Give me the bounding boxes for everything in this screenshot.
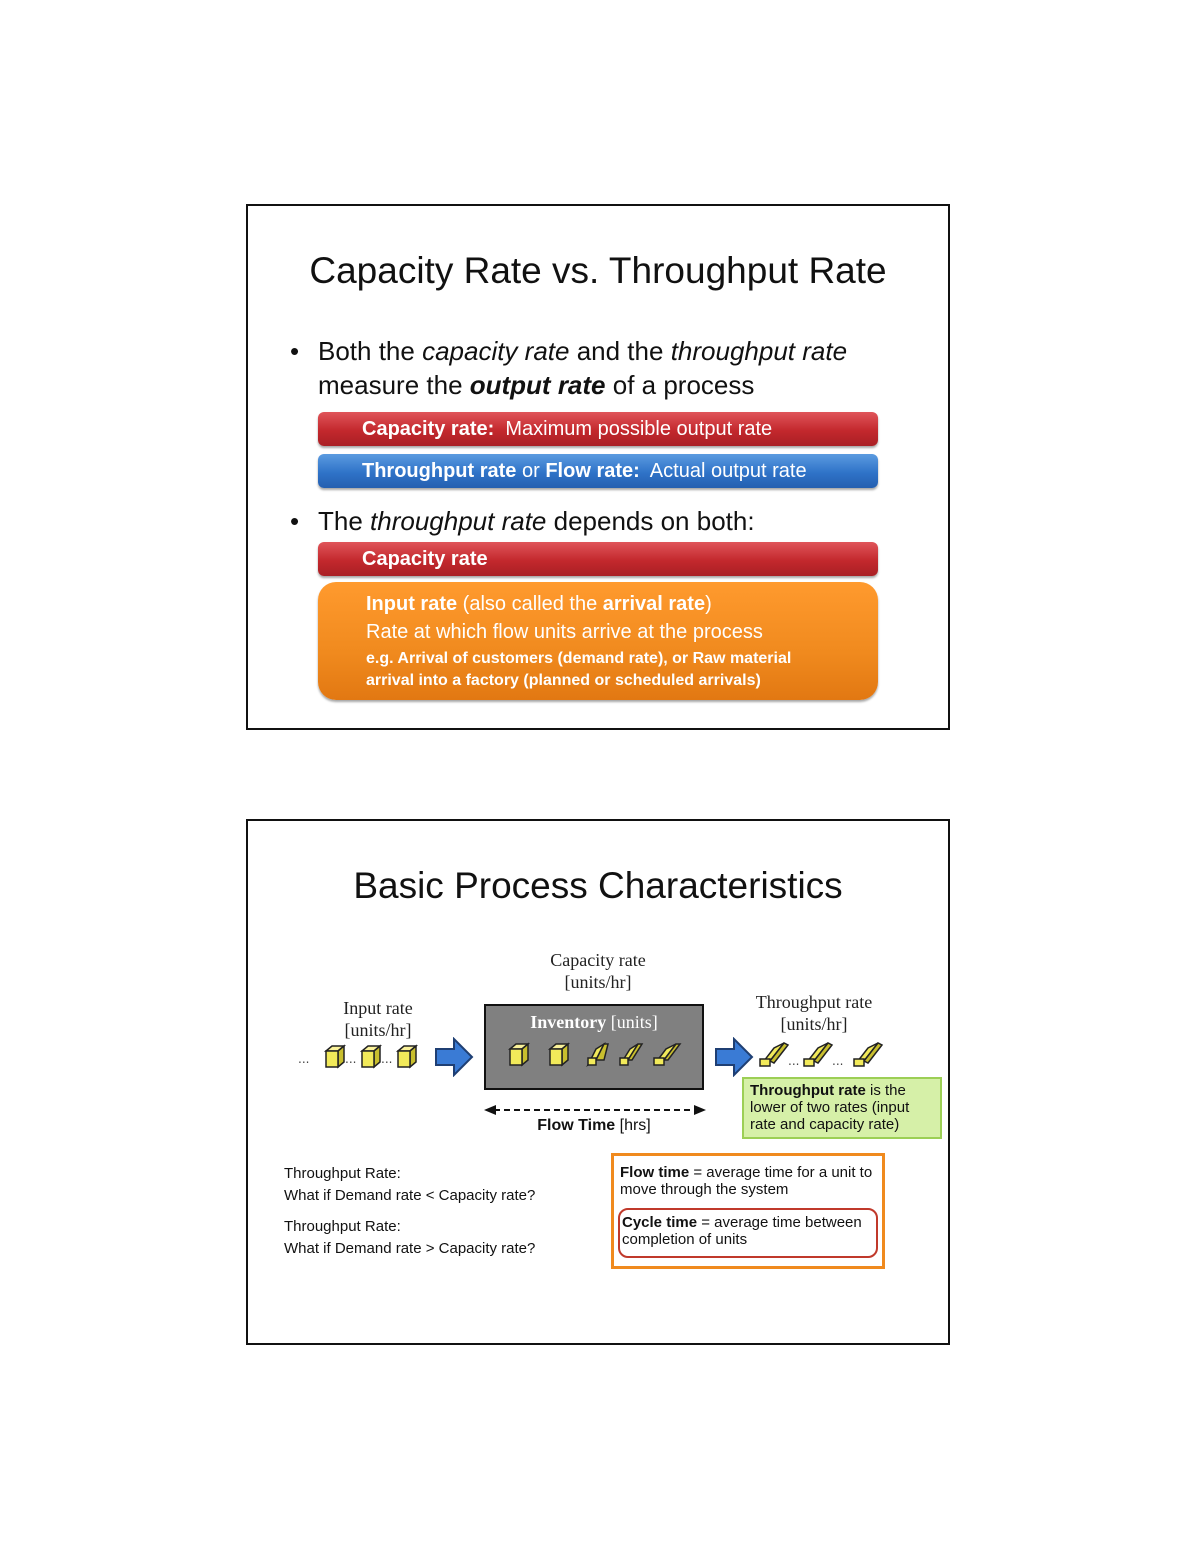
- flow-time-unit: [hrs]: [615, 1117, 651, 1134]
- bullet-output-rate: [290, 334, 890, 402]
- input-rate-unit: [units/hr]: [344, 1020, 412, 1040]
- partial-unit-icon: [620, 1044, 642, 1065]
- capacity-rate-text: Capacity rate: [550, 950, 646, 970]
- throughput-rate-term: throughput rate: [670, 336, 848, 366]
- cube-icon: [510, 1044, 528, 1065]
- flow-arrow-icon: [714, 1037, 754, 1077]
- finished-unit-icon: [804, 1043, 832, 1066]
- input-rate-label: [308, 997, 448, 1041]
- text: Both the: [318, 336, 423, 366]
- bullet-depends-on: [290, 504, 890, 538]
- capacity-rate-label: Capacity rate:: [362, 418, 495, 440]
- flow-time-text: Flow Time: [537, 1117, 616, 1134]
- cube-icon: [326, 1046, 344, 1067]
- inventory-box: [484, 1004, 704, 1090]
- question-demand-greater: [284, 1216, 535, 1260]
- throughput-rate-note: [742, 1077, 942, 1139]
- capacity-rate-label-2: Capacity rate: [362, 548, 488, 570]
- finished-unit-icon: [760, 1043, 788, 1066]
- input-rate-box: [318, 582, 878, 700]
- cycle-time-def-text: = average time between completion of units: [622, 1214, 862, 1248]
- throughput-rate-term: throughput rate: [370, 506, 547, 536]
- ellipsis: ...: [788, 1054, 800, 1068]
- question-text: What if Demand rate > Capacity rate?: [284, 1240, 536, 1257]
- arrival-rate-label: arrival rate: [602, 593, 706, 615]
- input-rate-text: Input rate: [343, 998, 413, 1018]
- finished-unit-icon: [854, 1043, 882, 1066]
- flow-rate-label: Flow rate:: [545, 460, 640, 482]
- partial-unit-icon: [654, 1044, 680, 1065]
- note-bold: Throughput rate: [750, 1082, 866, 1099]
- cycle-time-definition: [618, 1208, 878, 1258]
- slide2-title: Basic Process Characteristics: [353, 865, 843, 906]
- question-heading: Throughput Rate:: [284, 1218, 401, 1235]
- output-units-icon: [758, 1041, 888, 1071]
- flow-time-term: Flow time: [620, 1164, 690, 1181]
- throughput-rate-unit: [units/hr]: [780, 1014, 848, 1034]
- flow-time-definition: [620, 1164, 880, 1198]
- flow-time-def-text: = average time for a unit to move through the system: [620, 1164, 873, 1198]
- note-text: is the lower of two rates (input rate and capacity rate): [750, 1082, 910, 1133]
- input-rate-label: Input rate: [366, 593, 458, 615]
- flow-time-double-arrow-icon: [484, 1103, 706, 1117]
- throughput-rate-definition: Actual output rate: [639, 460, 807, 482]
- inventory-text: Inventory: [530, 1012, 607, 1032]
- definitions-box: [611, 1153, 885, 1269]
- ellipsis: ...: [298, 1052, 310, 1066]
- text: ): [705, 593, 712, 615]
- text: depends on both:: [546, 506, 755, 536]
- ellipsis: ...: [345, 1052, 357, 1066]
- or-text: or: [516, 460, 546, 482]
- partial-unit-icon: [588, 1044, 608, 1065]
- text: and the: [569, 336, 671, 366]
- input-rate-definition: Rate at which flow units arrive at the process: [366, 621, 763, 643]
- text: of a process: [605, 370, 755, 400]
- capacity-rate-term: capacity rate: [422, 336, 570, 366]
- throughput-rate-label: [734, 991, 894, 1035]
- throughput-rate-label: Throughput rate: [362, 460, 517, 482]
- capacity-rate-definition: Maximum possible output rate: [494, 418, 773, 440]
- capacity-rate-unit: [units/hr]: [564, 972, 632, 992]
- slide1-title: Capacity Rate vs. Throughput Rate: [309, 250, 887, 291]
- inventory-label: [486, 1012, 702, 1033]
- capacity-rate-bar: [318, 412, 878, 446]
- cube-icon: [550, 1044, 568, 1065]
- cube-icon: [362, 1046, 380, 1067]
- cycle-time-term: Cycle time: [622, 1214, 698, 1231]
- slide-basic-process-characteristics: [246, 819, 950, 1345]
- question-demand-less: [284, 1163, 535, 1207]
- input-rate-line: [366, 590, 878, 618]
- question-text: What if Demand rate < Capacity rate?: [284, 1187, 536, 1204]
- question-heading: Throughput Rate:: [284, 1165, 401, 1182]
- flow-time-label: [484, 1117, 704, 1135]
- ellipsis: ...: [381, 1052, 393, 1066]
- flow-arrow-icon: [434, 1037, 474, 1077]
- input-rate-example: e.g. Arrival of customers (demand rate), or Raw material arrival into a factory (planned or scheduled arrivals): [366, 650, 792, 689]
- throughput-rate-text: Throughput rate: [755, 992, 873, 1012]
- bullet-dot: •: [290, 336, 300, 366]
- ellipsis: ...: [832, 1054, 844, 1068]
- capacity-rate-bar-2: [318, 542, 878, 576]
- text: measure the: [318, 370, 470, 400]
- capacity-rate-label: [518, 949, 678, 993]
- input-cubes-icon: [298, 1043, 428, 1071]
- bullet-dot: •: [290, 506, 300, 536]
- slide-capacity-vs-throughput: [246, 204, 950, 730]
- text: (also called the: [457, 593, 603, 615]
- throughput-rate-bar: [318, 454, 878, 488]
- text: The: [318, 506, 371, 536]
- inventory-units-icon: [508, 1040, 688, 1070]
- cube-icon: [398, 1046, 416, 1067]
- inventory-unit: [units]: [606, 1012, 658, 1032]
- output-rate-term: output rate: [469, 370, 606, 400]
